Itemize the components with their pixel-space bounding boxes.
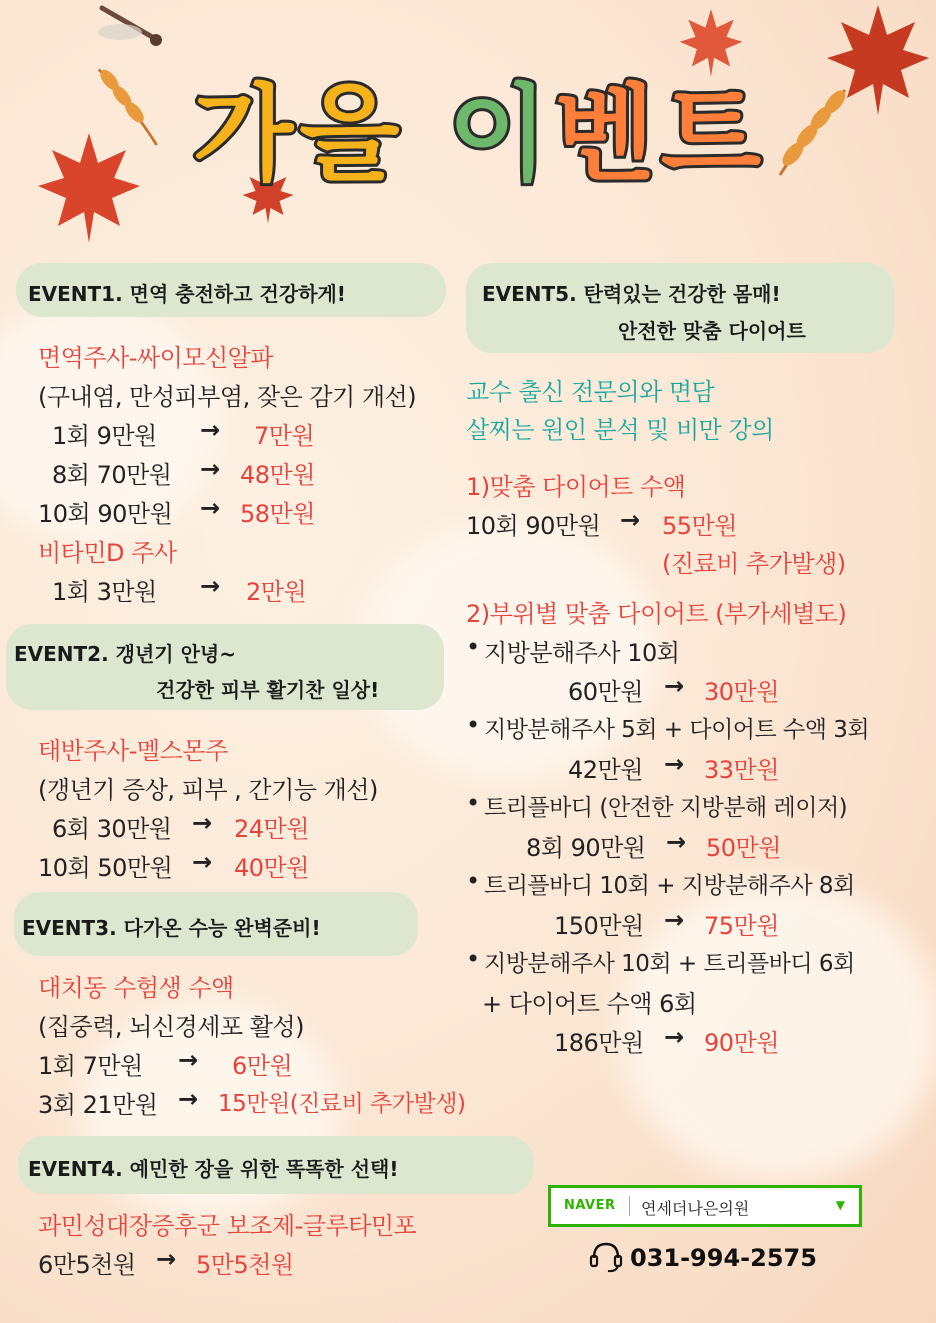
event1-header: [16, 263, 446, 317]
bullet-icon: •: [466, 945, 480, 973]
arrow-icon: →: [200, 494, 220, 522]
arrow-icon: →: [156, 1245, 176, 1273]
event5-item-name: 지방분해주사 10회 + 트리플바디 6회: [484, 951, 855, 977]
arrow-icon: →: [664, 750, 684, 778]
title-word-2a: 이: [447, 73, 555, 195]
price-row-label: 6회 30만원: [52, 815, 172, 843]
price-row-sale: 5만5천원: [196, 1251, 294, 1279]
title-word-1: 가을: [192, 73, 406, 195]
event5-header: [466, 263, 894, 353]
price-row-sale: 24만원: [234, 815, 309, 843]
event3-header-text: EVENT3. 다가온 수능 완벽준비!: [22, 916, 321, 940]
price-row-label: 60만원: [568, 678, 643, 706]
price-row-sale: 50만원: [706, 834, 781, 862]
event5-intro2: 살찌는 원인 분석 및 비만 강의: [466, 416, 774, 444]
price-row-label: 1회 9만원: [52, 422, 157, 450]
event2-item-desc: (갱년기 증상, 피부 , 간기능 개선): [38, 776, 378, 804]
event2-header: [6, 624, 444, 710]
price-row-sale: 55만원: [662, 512, 737, 540]
page-title: [160, 50, 800, 200]
arrow-icon: →: [200, 416, 220, 444]
price-row-label: 10회 90만원: [38, 500, 173, 528]
price-row-sale: 33만원: [704, 756, 779, 784]
event5-item-name: 지방분해주사 5회 + 다이어트 수액 3회: [484, 717, 870, 743]
bullet-icon: •: [466, 633, 480, 661]
event5-sec2-title: 2)부위별 맞춤 다이어트 (부가세별도): [466, 600, 847, 628]
arrow-icon: →: [200, 572, 220, 600]
arrow-icon: →: [664, 906, 684, 934]
title-banner: [0, 40, 936, 195]
title-word-2b: 벤트: [554, 73, 768, 195]
arrow-icon: →: [178, 1046, 198, 1074]
event4-header-text: EVENT4. 예민한 장을 위한 똑똑한 선택!: [28, 1157, 399, 1181]
phone-number: 031-994-2575: [630, 1244, 817, 1272]
event5-item-name: 지방분해주사 10회: [484, 639, 680, 667]
chevron-down-icon: ▼: [835, 1198, 845, 1212]
event5-item-name-cont: + 다이어트 수액 6회: [482, 990, 697, 1018]
price-row-label: 186만원: [554, 1029, 644, 1057]
arrow-icon: →: [664, 672, 684, 700]
event4-item-name: 과민성대장증후군 보조제-글루타민포: [38, 1212, 417, 1240]
price-row-sale: 90만원: [704, 1029, 779, 1057]
event2-header-line1: EVENT2. 갱년기 안녕~: [14, 642, 236, 666]
price-row-label: 8회 90만원: [526, 834, 646, 862]
event2-item-name: 태반주사-멜스몬주: [38, 737, 228, 765]
arrow-icon: →: [620, 506, 640, 534]
event5-item-name: 트리플바디 10회 + 지방분해주사 8회: [484, 873, 855, 899]
price-row-sale: 15만원(진료비 추가발생): [218, 1091, 466, 1117]
naver-search-box[interactable]: [548, 1185, 862, 1227]
event5-header-line1: EVENT5. 탄력있는 건강한 몸매!: [482, 282, 781, 306]
event3-header: [14, 892, 418, 956]
event1-item1-desc: (구내염, 만성피부염, 잦은 감기 개선): [38, 383, 417, 411]
event5-header-line2: 안전한 맞춤 다이어트: [618, 319, 806, 343]
price-row-label: 8회 70만원: [52, 461, 172, 489]
event2-header-line2: 건강한 피부 활기찬 일상!: [156, 678, 380, 702]
event5-sec1-note: (진료비 추가발생): [662, 550, 846, 578]
price-row-label: 150만원: [554, 912, 644, 940]
event3-item-name: 대치동 수험생 수액: [38, 974, 234, 1002]
divider: [629, 1196, 630, 1216]
price-row-sale: 6만원: [232, 1052, 293, 1080]
naver-logo: NAVER: [564, 1198, 616, 1213]
price-row-sale: 58만원: [240, 500, 315, 528]
price-row-label: 10회 90만원: [466, 512, 601, 540]
event1-item1-name: 면역주사-싸이모신알파: [38, 344, 273, 372]
arrow-icon: →: [200, 455, 220, 483]
price-row-label: 3회 21만원: [38, 1091, 158, 1119]
price-row-label: 1회 7만원: [38, 1052, 143, 1080]
arrow-icon: →: [178, 1085, 198, 1113]
event5-item-name: 트리플바디 (안전한 지방분해 레이저): [484, 795, 848, 821]
bullet-icon: •: [466, 867, 480, 895]
price-row-sale: 48만원: [240, 461, 315, 489]
arrow-icon: →: [666, 828, 686, 856]
event3-item-desc: (집중력, 뇌신경세포 활성): [38, 1013, 304, 1041]
event1-item2-name: 비타민D 주사: [38, 539, 177, 567]
price-row-sale: 40만원: [234, 854, 309, 882]
event5-sec1-title: 1)맞춤 다이어트 수액: [466, 473, 686, 501]
event5-intro1: 교수 출신 전문의와 면담: [466, 378, 715, 406]
price-row-sale: 2만원: [246, 578, 307, 606]
price-row-sale: 30만원: [704, 678, 779, 706]
arrow-icon: →: [192, 848, 212, 876]
naver-search-query: 연세더나은의원: [641, 1199, 750, 1218]
arrow-icon: →: [192, 809, 212, 837]
headset-icon: [588, 1238, 624, 1274]
bullet-icon: •: [466, 711, 480, 739]
price-row-label: 10회 50만원: [38, 854, 173, 882]
arrow-icon: →: [664, 1023, 684, 1051]
price-row-label: 42만원: [568, 756, 643, 784]
price-row-label: 1회 3만원: [52, 578, 157, 606]
event1-header-text: EVENT1. 면역 충전하고 건강하게!: [28, 282, 346, 306]
price-row-sale: 7만원: [254, 422, 315, 450]
bullet-icon: •: [466, 789, 480, 817]
price-row-label: 6만5천원: [38, 1251, 136, 1279]
price-row-sale: 75만원: [704, 912, 779, 940]
event4-header: [18, 1136, 534, 1194]
